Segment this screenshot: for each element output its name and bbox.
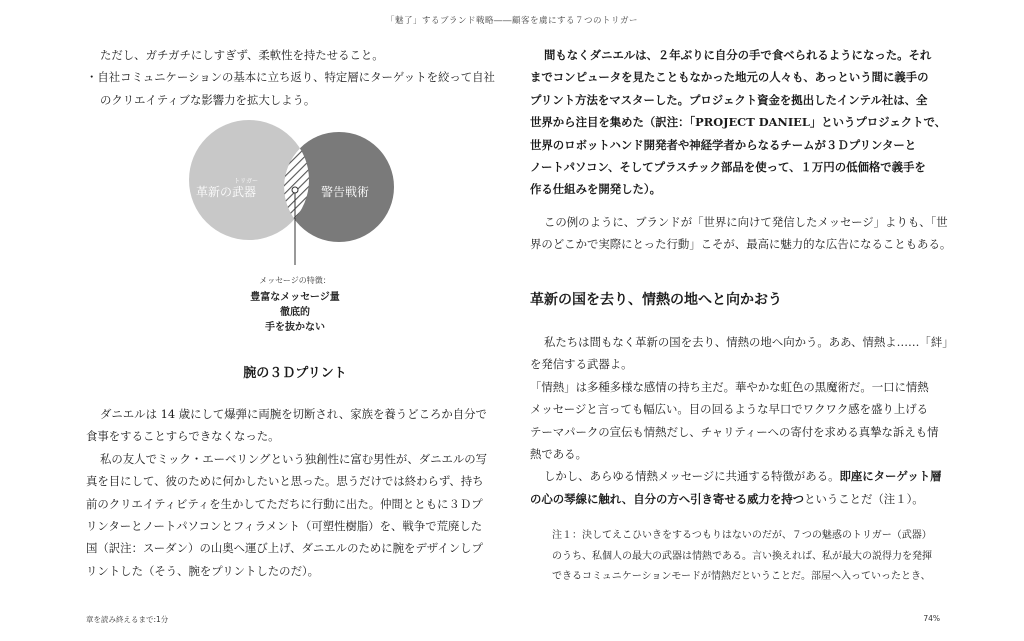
text-line: 作る仕組みを開発した）。 <box>530 182 661 197</box>
progress-percent: 74% <box>923 614 940 623</box>
text-line: リントした（そう、腕をプリントしたのだ）。 <box>86 563 320 578</box>
bullet-line: ・自社コミュニケーションの基本に立ち返り、特定層にターゲットを絞って自社 <box>86 70 495 85</box>
heading-text: 革新の国を去り、情熱の地へと向かおう <box>530 292 782 308</box>
text-line <box>530 465 942 487</box>
caption-item: 手を抜かない <box>265 322 325 333</box>
reading-time: 章を読み終えるまで:1分 <box>86 615 169 624</box>
text-span: しかし、あらゆる情熱メッセージに共通する特徴がある。 <box>544 469 840 484</box>
emphasis-span: 即座にターゲット層 <box>839 469 942 484</box>
text-line: 私の友人でミック・エーベリングという独創性に富む男性が、ダニエルの写 <box>100 451 488 466</box>
footnote <box>530 526 942 588</box>
text-line: プリント方法をマスターした。プロジェクト資金を拠出したインテル社は、全 <box>530 92 928 107</box>
text-line: ダニエルは 14 歳にして爆弾に両腕を切断され、家族を養うどころか自分で <box>100 407 487 421</box>
text-line: を発信する武器よ。 <box>530 357 633 372</box>
text-line: 食事をすることすらできなくなった。 <box>86 429 280 444</box>
right-circle-label: 警告戦術 <box>320 185 370 199</box>
ruby-text: トリガー <box>234 178 258 185</box>
section-heading-right <box>530 289 942 309</box>
text-line: 国（訳注：スーダン）の山奥へ運び上げ、ダニエルのために腕をデザインしプ <box>86 541 483 556</box>
text-line: までコンピュータを見たこともなかった地元の人々も、あっという間に義手の <box>530 70 929 85</box>
running-header: 「魅了」するブランド戦略――顧客を虜にする７つのトリガー <box>386 16 638 26</box>
text-line: 間もなくダニエルは、２年ぶりに自分の手で食べられるようになった。それ <box>544 48 932 62</box>
text-line: リンターとノートパソコンとフィラメント（可塑性樹脂）を、戦争で荒廃した <box>86 519 483 534</box>
text-line: テーマパークの宣伝も情熱だし、チャリティーへの寄付を求める真摯な訴えも情 <box>530 424 939 439</box>
text-line: メッセージと言っても幅広い。目の回るような早口でワクワク感を盛り上げる <box>530 402 928 417</box>
pointer-dot <box>292 187 298 193</box>
left-body <box>86 403 504 582</box>
caption-list <box>86 290 504 335</box>
note-line: 注１：決してえこひいきをするつもりはないのだが、７つの魅惑のトリガー（武器） <box>552 530 932 541</box>
text-line: 世界のロボットハンド開発者や神経学者からなるチームが３Ｄプリンターと <box>530 137 917 152</box>
right-body <box>530 331 954 510</box>
left-page <box>86 44 504 111</box>
emphasis-span: の心の琴線に触れ、自分の方へ引き寄せる威力を持つ <box>530 491 805 506</box>
heading-text: 腕の３Ｄプリント <box>243 366 347 381</box>
left-circle-label: 革新の武器 <box>195 185 257 199</box>
text-line: ノートパソコン、そしてプラスチック部品を使って、１万円の低価格で義手を <box>530 160 926 175</box>
text-line: ただし、ガチガチにしすぎず、柔軟性を持たせること。 <box>100 48 384 62</box>
text-line: 熱である。 <box>530 447 587 462</box>
section-heading-left <box>86 362 504 381</box>
caption-item: 徹底的 <box>280 307 310 318</box>
note-line: できるコミュニケーションモードが情熱だということだ。部屋へ入っていったとき、 <box>552 571 931 582</box>
text-line: 世界から注目を集めた（訳注：「PROJECT DANIEL」というプロジェクトで、 <box>530 115 947 130</box>
text-line: この例のように、ブランドが「世界に向けて発信したメッセージ」よりも、「世 <box>544 214 948 229</box>
text-line: 私たちは間もなく革新の国を去り、情熱の地へ向かう。ああ、情熱よ……「絆」 <box>544 335 954 349</box>
text-line: 界のどこかで実際にとった行動」こそが、最高に魅力的な広告になることもある。 <box>530 237 952 252</box>
right-page <box>530 44 952 256</box>
text-line: 真を目にして、彼のために何かしたいと思った。思うだけでは終わらず、持ち <box>86 474 484 489</box>
caption-item: 豊富なメッセージ量 <box>250 292 340 303</box>
text-line: 前のクリエイティビティを生かしてただちに行動に出た。仲間とともに３Ｄプ <box>86 496 483 511</box>
text-span: ということだ（注１）。 <box>804 491 924 506</box>
note-line: のうち、私個人の最大の武器は情熱である。言い換えれば、私が最大の説得力を発揮 <box>552 550 932 562</box>
text-line: のクリエイティブな影響力を拡大しよう。 <box>100 92 316 107</box>
text-line: 「情熱」は多種多様な感情の持ち主だ。華やかな虹色の黒魔術だ。一口に情熱 <box>530 379 929 394</box>
text-line <box>530 488 942 510</box>
caption-title: メッセージの特徴： <box>259 276 331 285</box>
venn-diagram <box>86 120 504 340</box>
